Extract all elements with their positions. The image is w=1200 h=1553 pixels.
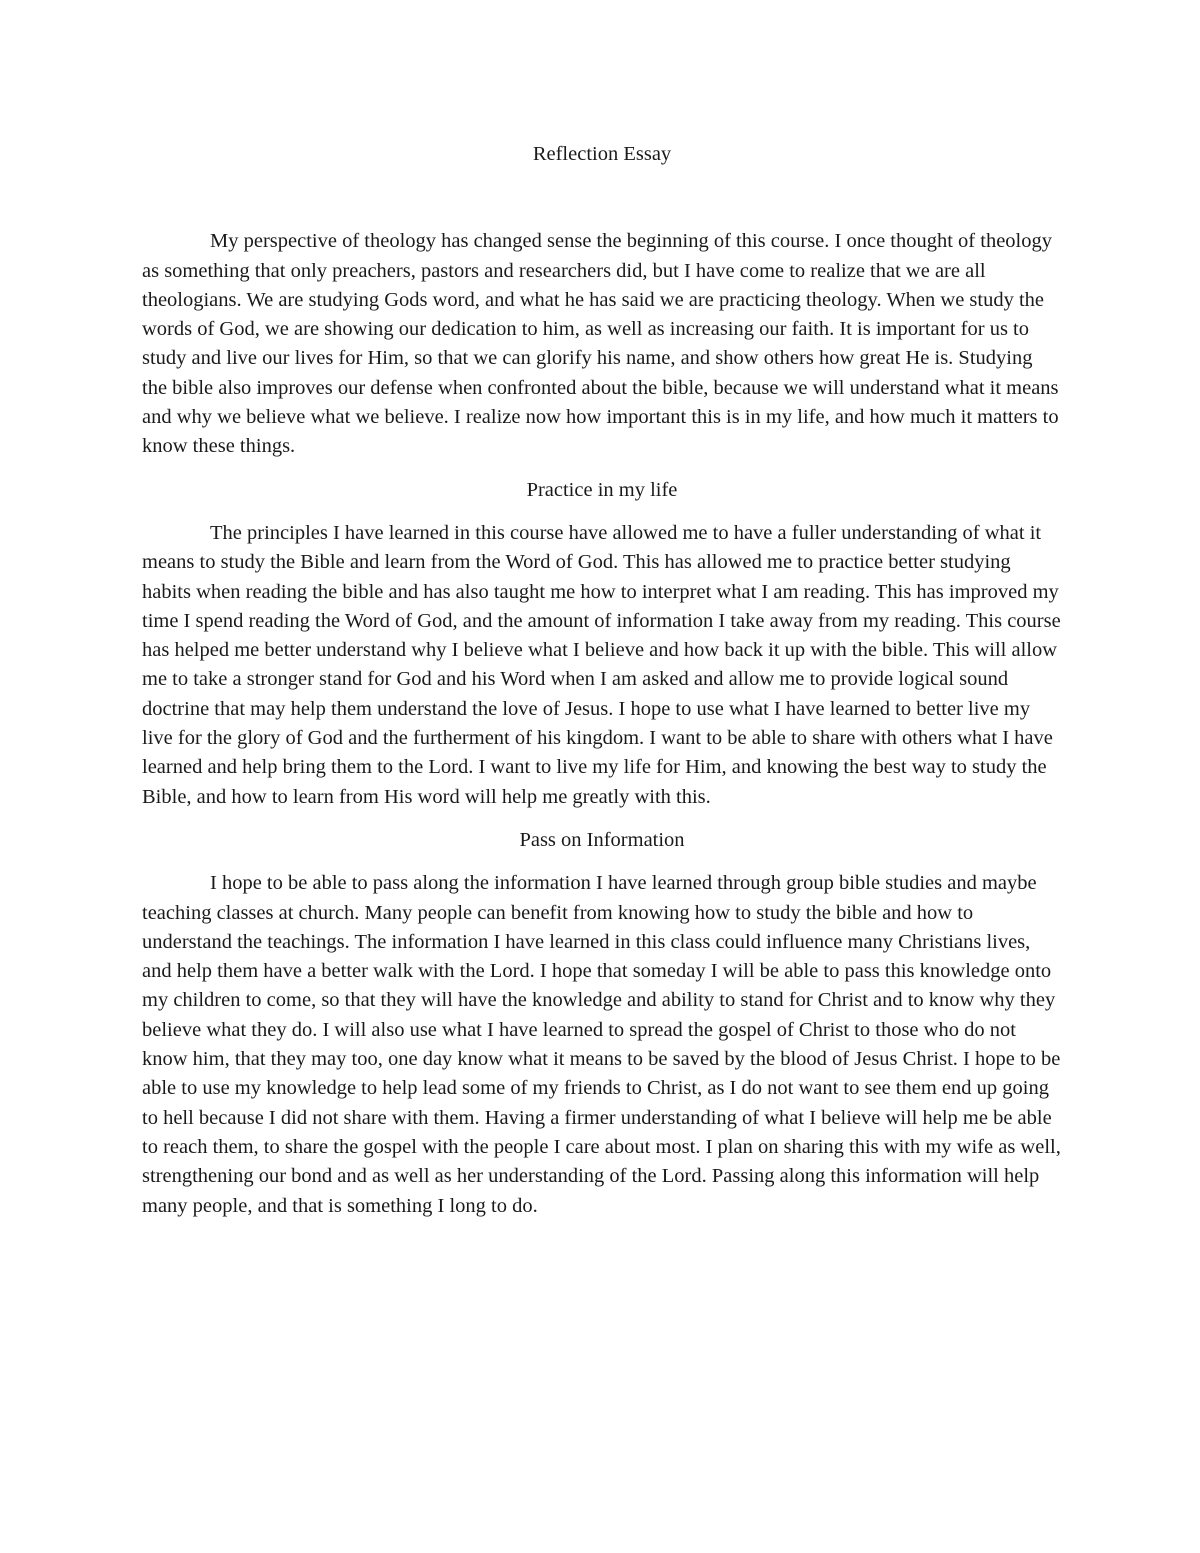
section-heading-pass-on: Pass on Information — [519, 828, 685, 851]
intro-paragraph: My perspective of theology has changed sense the beginning of this course. I once thought of theology as something that only preachers, pastors and researchers did, but I have come to realize that we are all theologians. We are studying Gods word, and what he has said we are practicing theology. When we study the words of God, we are showing our dedication to him, as well as increasing our faith. It is important for us to study and live our lives for Him, so that we can glorify his name, and show others how great He is. Studying the bible also improves our defense when confronted about the bible, because we will understand what it means and why we believe what we believe. I realize now how important this is in my life, and how much it matters to know these things. — [142, 230, 1059, 458]
practice-paragraph: The principles I have learned in this course have allowed me to have a fuller understanding of what it means to study the Bible and learn from the Word of God. This has allowed me to practice better studying habits when reading the bible and has also taught me how to interpret what I am reading. This has improved my time I spend reading the Word of God, and the amount of information I take away from my reading. This course has helped me better understand why I believe what I believe and how back it up with the bible. This will allow me to take a stronger stand for God and his Word when I am asked and allow me to provide logical sound doctrine that may help them understand the love of Jesus. I hope to use what I have learned to better live my live for the glory of God and the furtherment of his kingdom. I want to be able to share with others what I have learned and help bring them to the Lord. I want to live my life for Him, and knowing the best way to study the Bible, and how to learn from His word will help me greatly with this. — [142, 521, 1061, 808]
section-heading-practice: Practice in my life — [526, 478, 678, 501]
document-title: Reflection Essay — [532, 143, 672, 165]
pass-on-paragraph: I hope to be able to pass along the information I have learned through group bible studies and maybe teaching classes at church. Many people can benefit from knowing how to study the bible and how to understand the teachings. The information I have learned in this class could influence many Christians lives, and help them have a better walk with the Lord. I hope that someday I will be able to pass this knowledge onto my children to come, so that they will have the knowledge and ability to stand for Christ and to know why they believe what they do. I will also use what I have learned to spread the gospel of Christ to those who do not know him, that they may too, one day know what it means to be saved by the blood of Jesus Christ. I hope to be able to use my knowledge to help lead some of my friends to Christ, as I do not want to see them end up going to hell because I did not share with them. Having a firmer understanding of what I believe will help me be able to reach them, to share the gospel with the people I care about most. I plan on sharing this with my wife as well, strengthening our bond and as well as her understanding of the Lord. Passing along this information will help many people, and that is something I long to do. — [142, 872, 1061, 1217]
document-body — [142, 140, 1062, 1235]
